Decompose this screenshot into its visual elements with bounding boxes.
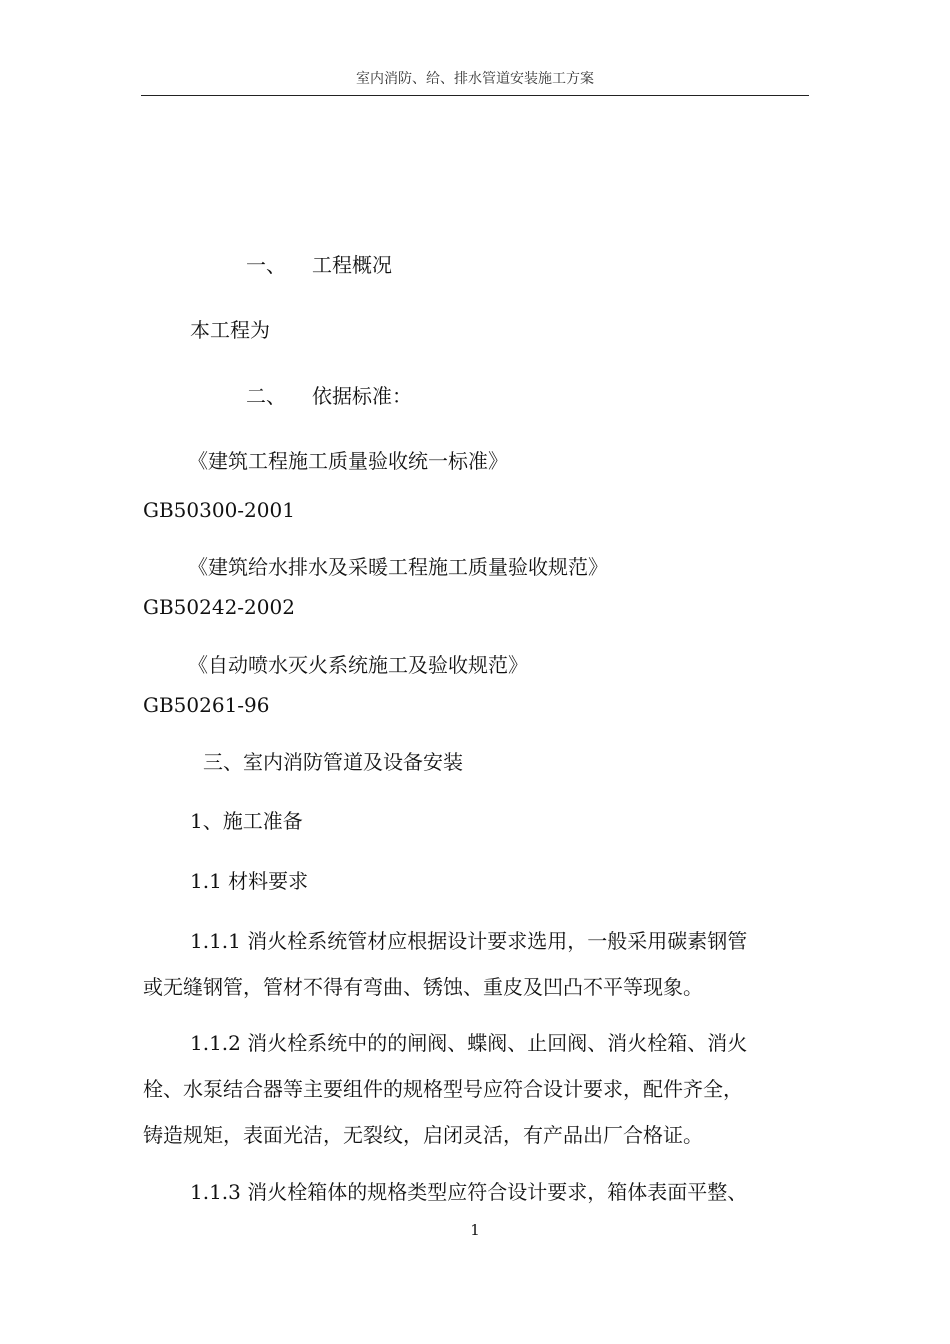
- para-1-1-2-line1: 1.1.2 消火栓系统中的的闸阀、蝶阀、止回阀、消火栓箱、消火: [190, 1031, 748, 1055]
- section1-title: 工程概况: [312, 253, 392, 277]
- standard-code-3: GB50261-96: [143, 693, 270, 717]
- header-divider: [141, 95, 809, 96]
- section2-title: 依据标准：: [312, 384, 412, 408]
- standard-code-1: GB50300-2001: [143, 498, 295, 522]
- para-1-1-2-line2: 栓、水泵结合器等主要组件的规格型号应符合设计要求，配件齐全，: [143, 1077, 743, 1101]
- standard-name-1: 《建筑工程施工质量验收统一标准》: [188, 449, 508, 473]
- para-1-1-3-line1: 1.1.3 消火栓箱体的规格类型应符合设计要求，箱体表面平整、: [190, 1180, 748, 1204]
- standard-name-3: 《自动喷水灭火系统施工及验收规范》: [188, 653, 528, 677]
- project-intro: 本工程为: [190, 318, 270, 342]
- standard-code-2: GB50242-2002: [143, 595, 295, 619]
- standard-name-2: 《建筑给水排水及采暖工程施工质量验收规范》: [188, 555, 608, 579]
- subsection-1-1: 1.1 材料要求: [190, 869, 309, 893]
- page-header: 室内消防、给、排水管道安装施工方案: [356, 71, 594, 87]
- para-1-1-1-line1: 1.1.1 消火栓系统管材应根据设计要求选用，一般采用碳素钢管: [190, 929, 748, 953]
- section1-number: 一、: [246, 253, 286, 277]
- section2-number: 二、: [246, 384, 286, 408]
- subsection-1: 1、施工准备: [190, 809, 303, 833]
- para-1-1-2-line3: 铸造规矩，表面光洁，无裂纹，启闭灵活，有产品出厂合格证。: [143, 1123, 703, 1147]
- page-number: 1: [470, 1221, 480, 1239]
- para-1-1-1-line2: 或无缝钢管，管材不得有弯曲、锈蚀、重皮及凹凸不平等现象。: [143, 975, 703, 999]
- section3-title: 三、室内消防管道及设备安装: [203, 750, 463, 774]
